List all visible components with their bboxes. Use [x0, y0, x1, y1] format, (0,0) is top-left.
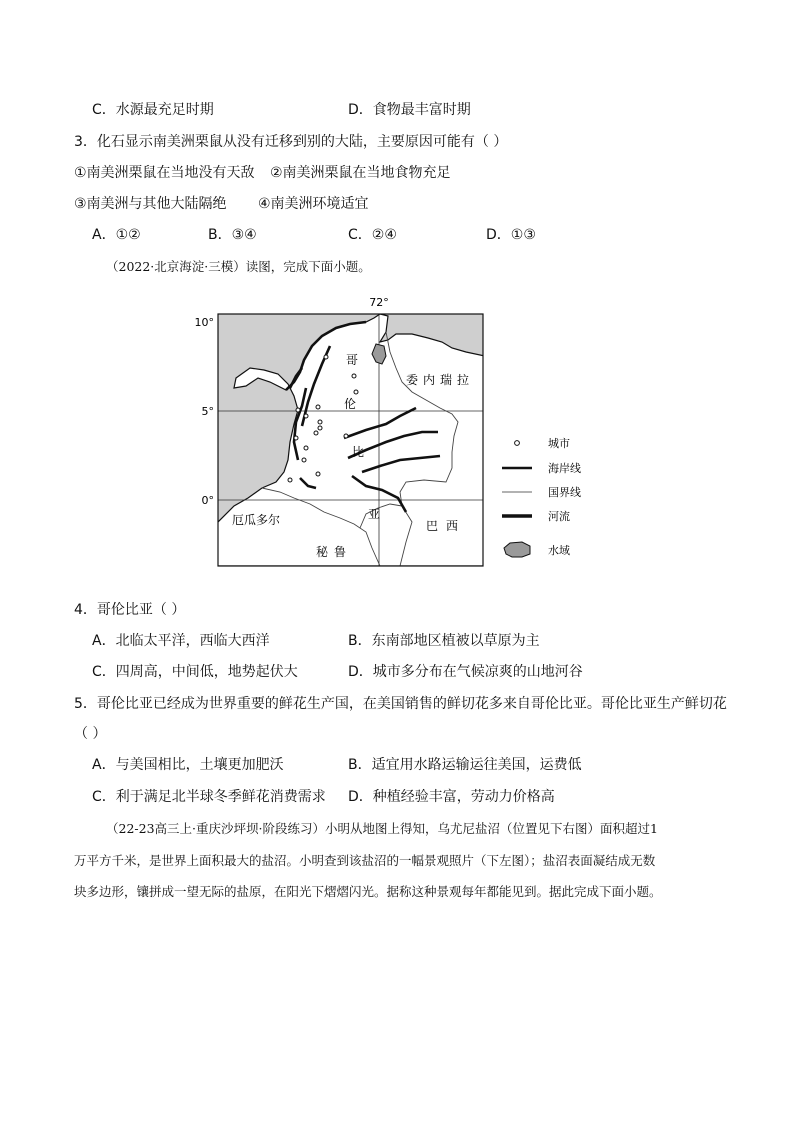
q2-option-d: D．食物最丰富时期	[348, 102, 471, 118]
map-legend	[502, 437, 581, 557]
q4-option-a: A．北临太平洋，西临大西洋	[92, 633, 270, 649]
q5-stem-line-1: 5．哥伦比亚已经成为世界重要的鲜花生产国，在美国销售的鲜切花多来自哥伦比亚。哥伦比亚生产鲜切花	[74, 696, 727, 712]
q5-option-c: C．利于满足北半球冬季鲜花消费需求	[92, 789, 326, 805]
q3-option-b: B．③④	[208, 227, 257, 243]
q3-option-d: D．①③	[486, 227, 536, 243]
source-note-2-line-1: （22-23高三上·重庆沙坪坝·阶段练习）小明从地图上得知，乌尤尼盐沼（位置见下右图）面积超过1	[106, 821, 658, 836]
legend-border: 国界线	[548, 486, 581, 499]
q3-statement-2: ②南美洲栗鼠在当地食物充足	[270, 165, 451, 181]
q5-option-b: B．适宜用水路运输运往美国，运费低	[348, 757, 582, 773]
q4-option-c: C．四周高，中间低，地势起伏大	[92, 664, 298, 680]
q2-option-c: C．水源最充足时期	[92, 102, 214, 118]
longitude-label: 72°	[369, 296, 389, 309]
q4-option-d: D．城市多分布在气候凉爽的山地河谷	[348, 664, 583, 680]
latitude-label-10: 10°	[194, 316, 214, 329]
q5-stem-line-2: （ ）	[74, 726, 107, 742]
legend-city: 城市	[548, 437, 570, 450]
source-note-2-line-3: 块多边形，镶拼成一望无际的盐原，在阳光下熠熠闪光。据称这种景观每年都能见到。据此完成下面小题。	[74, 884, 662, 899]
latitude-label-0: 0°	[201, 494, 214, 507]
q3-stem: 3．化石显示南美洲栗鼠从没有迁移到别的大陆，主要原因可能有（ ）	[74, 134, 508, 150]
label-peru: 秘鲁	[316, 545, 353, 559]
colombia-map	[190, 292, 600, 582]
label-colombia-2: 伦	[344, 397, 357, 411]
label-colombia-3: 比	[352, 445, 365, 459]
q5-option-d: D．种植经验丰富，劳动力价格高	[348, 789, 555, 805]
q3-option-a: A．①②	[92, 227, 141, 243]
label-colombia-4: 亚	[368, 507, 381, 521]
q3-statement-3: ③南美洲与其他大陆隔绝	[74, 196, 227, 212]
legend-coastline: 海岸线	[548, 462, 581, 475]
q5-option-a: A．与美国相比，土壤更加肥沃	[92, 757, 284, 773]
legend-water: 水域	[548, 544, 570, 557]
source-note-1: （2022·北京海淀·三模）读图，完成下面小题。	[106, 259, 371, 274]
q4-stem: 4．哥伦比亚（ ）	[74, 602, 186, 618]
q3-option-c: C．②④	[348, 227, 397, 243]
source-note-2-line-2: 万平方千米，是世界上面积最大的盐沼。小明查到该盐沼的一幅景观照片（下左图）；盐沼表面凝结成无数	[74, 853, 656, 868]
q3-statement-1: ①南美洲栗鼠在当地没有天敌	[74, 165, 255, 181]
q4-option-b: B．东南部地区植被以草原为主	[348, 633, 540, 649]
label-ecuador: 厄瓜多尔	[232, 513, 281, 527]
q3-statement-4: ④南美洲环境适宜	[258, 196, 369, 212]
label-brazil: 巴西	[426, 519, 467, 533]
legend-river: 河流	[548, 510, 570, 523]
label-venezuela: 委内瑞拉	[406, 373, 475, 387]
label-colombia-1: 哥	[346, 353, 359, 367]
latitude-label-5: 5°	[201, 405, 214, 418]
city-legend-icon	[515, 441, 520, 446]
water-legend-icon	[504, 542, 530, 557]
